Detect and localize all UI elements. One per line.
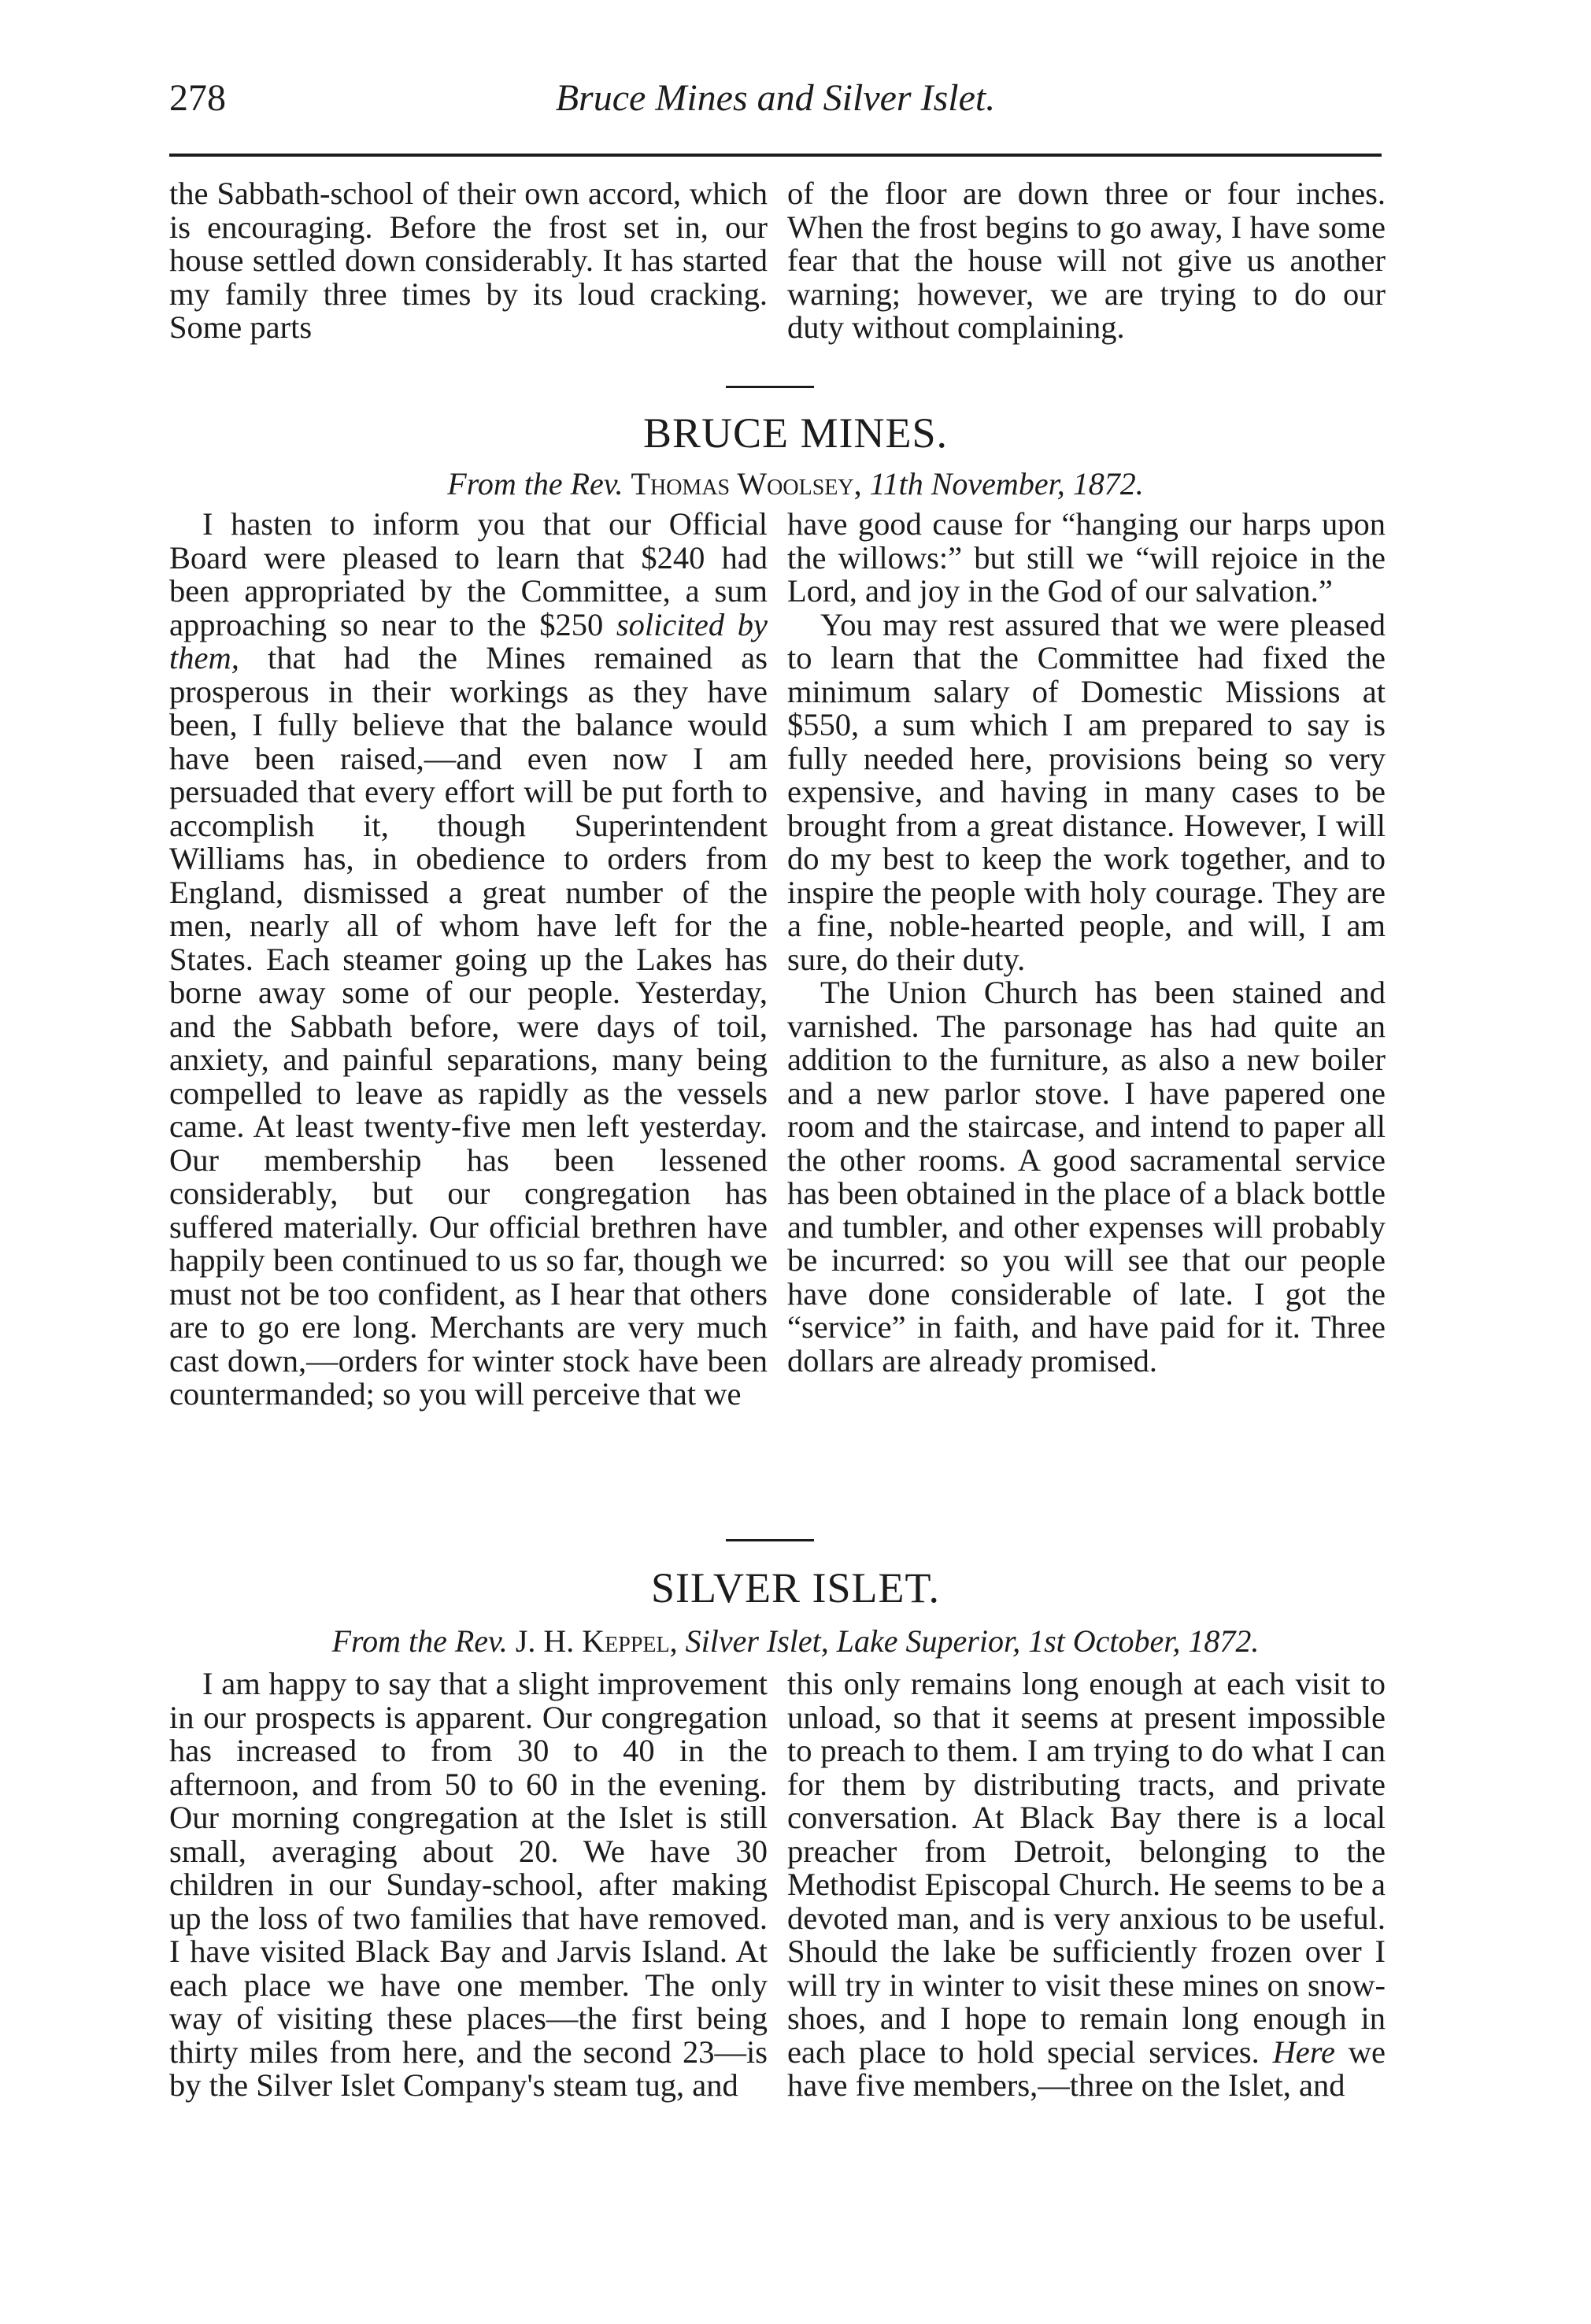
italic-text: Here <box>1272 2034 1336 2070</box>
running-title: Bruce Mines and Silver Islet. <box>555 77 996 119</box>
paragraph: have good cause for “hanging our harps upon the willows:” but still we “will rejoice in the Lord, and joy in the God of our salvation.” <box>787 506 1386 609</box>
section-divider <box>726 1539 814 1541</box>
paragraph: I am happy to say that a slight improvement in our prospects is apparent. Our congregation has increased to from 30 to 40 in the afternoon, and from 50 to 60 in the evening. Our morning congregation at the Islet is still small, averaging about 20. We have 30 children in our Sunday-school, after making up the loss of two families that have removed. I have visited Black Bay and Jarvis Island. At each place we have one member. The only way of visiting these places—the first being thirty miles from here, and the second 23—is by the Silver Islet Company's steam tug, and <box>169 1666 768 2103</box>
byline-place-date: Silver Islet, Lake Superior, 1st October, 1872. <box>685 1623 1260 1659</box>
byline-author: Thomas Woolsey, <box>631 466 862 501</box>
text-run: this only remains long enough at each visit to unload, so that it seems at present impossible to preach to them. I am trying to do what I can for them by distributing tracts, and private conversation. At Black Bay there is a local preacher from Detroit, belonging to the Methodist Episcopal Church. He seems to be a devoted man, and is very anxious to be useful. Should the lake be sufficiently frozen over I will try in winter to visit these mines on snow-shoes, and I hope to remain long enough in each place to hold special services. <box>787 1666 1386 2070</box>
continuation-right-text: of the floor are down three or four inches. When the frost begins to go away, I have some fear that the house will not give us another warning; however, we are trying to do our duty without complaining. <box>787 176 1386 345</box>
paragraph: You may rest assured that we were pleased to learn that the Committee had fixed the minimum salary of Domestic Missions at $550, a sum which I am prepared to say is fully needed here, provisions being so very expensive, and having in many cases to be brought from a great distance. However, I will do my best to keep the work together, and to inspire the people with holy courage. They are a fine, noble-hearted people, and will, I am sure, do their duty. <box>787 606 1386 977</box>
continuation-right-column <box>787 177 1386 345</box>
byline-silver-islet <box>0 1623 1591 1660</box>
paragraph: The Union Church has been stained and varnished. The parsonage has had quite an addition to the furniture, as also a new boiler and a new parlor stove. I have papered one room and the staircase, and intend to paper all the other rooms. A good sacramental service has been obtained in the place of a black bottle and tumbler, and other expenses will probably be incurred: so you will see that our people have done considerable of late. I got the “service” in faith, and have paid for it. Three dollars are already promised. <box>787 975 1386 1378</box>
section-heading-bruce-mines: BRUCE MINES. <box>642 409 949 457</box>
paragraph <box>169 508 768 1412</box>
byline-bruce-mines <box>0 466 1591 502</box>
paragraph <box>787 1667 1386 2103</box>
section-divider <box>726 386 814 388</box>
byline-author: J. H. Keppel, <box>515 1623 678 1659</box>
continuation-left-column <box>169 177 768 345</box>
text-run: we have five members,—three on the Islet, and <box>787 2034 1386 2103</box>
continuation-left-text: the Sabbath-school of their own accord, which is encouraging. Before the frost set in, our house settled down considerably. It has started my family three times by its loud cracking. Some parts <box>169 176 768 345</box>
page-number: 278 <box>169 77 226 119</box>
bruce-mines-right-column <box>787 508 1386 1378</box>
header-rule <box>169 154 1382 157</box>
section-heading-silver-islet: SILVER ISLET. <box>650 1564 940 1612</box>
byline-prefix: From the Rev. <box>331 1623 508 1659</box>
silver-islet-left-column <box>169 1667 768 2103</box>
text-run: that had the Mines remained as prosperous in their workings as they have been, I fully believe that the balance would have been raised,—and even now I am persuaded that every effort will be put forth to accomplish it, though Superintendent Williams has, in obedience to orders from England, dismissed a great number of the men, nearly all of whom have left for the States. Each steamer going up the Lakes has borne away some of our people. Yesterday, and the Sabbath before, were days of toil, anxiety, and painful separations, many being compelled to leave as rapidly as the vessels came. At least twenty-five men left yesterday. Our membership has been lessened considerably, but our congregation has suffered materially. Our official brethren have happily been continued to us so far, though we must not be too confident, as I hear that others are to go ere long. Merchants are very much cast down,—orders for winter stock have been countermanded; so you will perceive that we <box>169 640 768 1412</box>
italic-text: solicited by them, <box>169 606 768 675</box>
text-run: I hasten to inform you that our Official Board were pleased to learn that $240 had been appropriated by the Committee, a sum approaching so near to the $250 <box>169 506 768 642</box>
silver-islet-right-column <box>787 1667 1386 2103</box>
byline-prefix: From the Rev. <box>447 466 623 501</box>
bruce-mines-left-column <box>169 508 768 1412</box>
page-header <box>169 75 1382 130</box>
byline-date: 11th November, 1872. <box>869 466 1144 501</box>
